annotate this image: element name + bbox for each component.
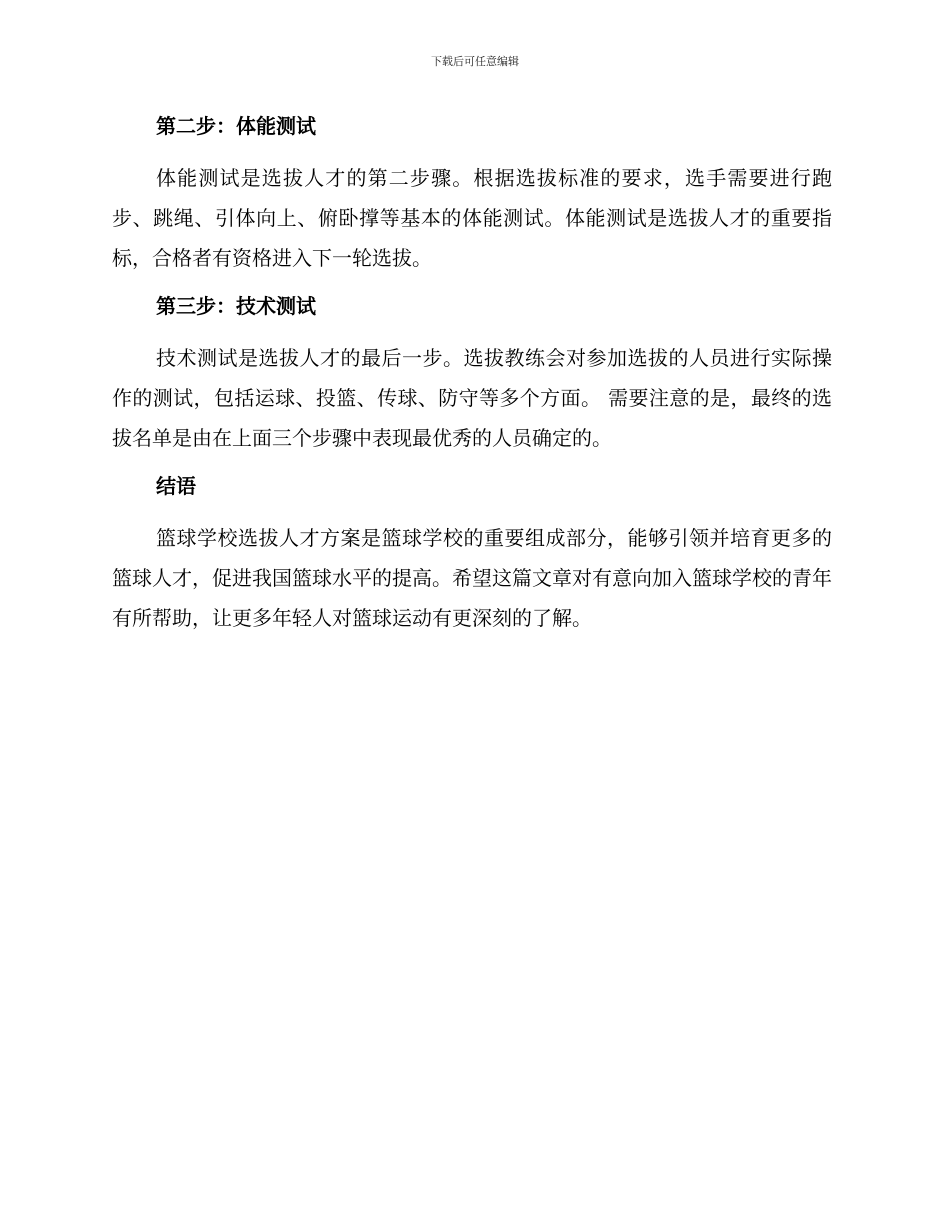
section-paragraph-physical-test: 体能测试是选拔人才的第二步骤。根据选拔标准的要求，选手需要进行跑步、跳绳、引体向上、俯卧撑等基本的体能测试。体能测试是选拔人才的重要指标，合格者有资格进入下一轮选拔。 [112, 166, 832, 270]
section-heading-physical-test: 第二步：体能测试 [156, 114, 316, 138]
section-heading-technical-test: 第三步：技术测试 [156, 294, 316, 318]
section-paragraph-conclusion: 篮球学校选拔人才方案是篮球学校的重要组成部分，能够引领并培育更多的篮球人才，促进我国篮球水平的提高。希望这篇文章对有意向加入篮球学校的青年有所帮助，让更多年轻人对篮球运动有更深刻的了解。 [112, 526, 832, 630]
section-heading-conclusion: 结语 [156, 474, 196, 498]
section-paragraph-technical-test: 技术测试是选拔人才的最后一步。选拔教练会对参加选拔的人员进行实际操作的测试，包括运球、投篮、传球、防守等多个方面。 需要注意的是，最终的选拔名单是由在上面三个步骤中表现最优秀的人员确定的。 [112, 346, 832, 450]
page-header: 下载后可任意编辑 [431, 55, 519, 68]
document-body [112, 110, 832, 650]
